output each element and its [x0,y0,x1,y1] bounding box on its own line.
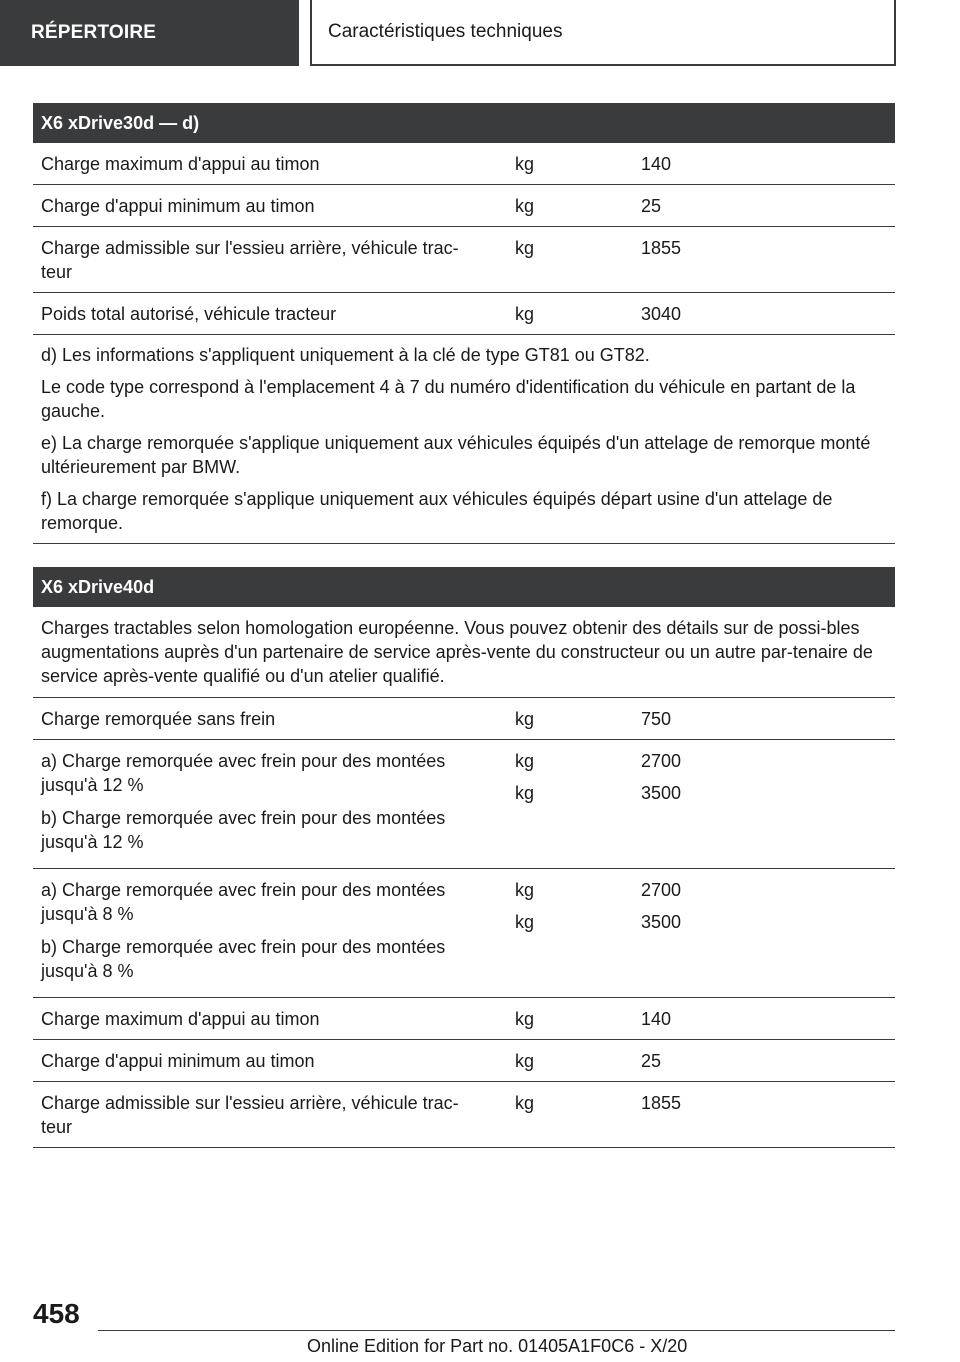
page-number: 458 [33,1298,80,1329]
footnote: d) Les informations s'appliquent uniquement à la clé de type GT81 ou GT82. [41,345,650,365]
row-unit: kg [515,196,535,216]
row-value: 1855 [641,1093,682,1113]
value-a: 2700 [641,751,682,771]
intro-text: Charges tractables selon homologation européenne. Vous pouvez obtenir des détails sur de possi-bles augmentations auprès d'un partenaire de service après-vente du constructeur ou un autre par-tenaire de service après-vente qualifié ou d'un atelier qualifié. [33,607,895,698]
table-row [33,143,895,185]
row-label [33,869,507,991]
table-row [33,1082,895,1148]
row-label: Charge d'appui minimum au timon [41,1051,315,1071]
footnote: e) La charge remorquée s'applique uniquement aux véhicules équipés d'un attelage de remorque monté ultérieurement par BMW. [41,433,871,477]
row-value: 140 [641,154,672,174]
row-label: Charge remorquée sans frein [41,709,276,729]
table-row [33,740,895,869]
row-label: Charge admissible sur l'essieu arrière, véhicule trac- teur [41,238,459,282]
unit-a: kg [515,751,535,771]
footnote: Le code type correspond à l'emplacement 4 à 7 du numéro d'identification du véhicule en partant de la gauche. [41,377,856,421]
row-value: 140 [641,1009,672,1029]
section-tab[interactable]: Caractéristiques techniques [310,0,896,66]
row-unit [507,869,633,991]
row-unit: kg [515,709,535,729]
row-unit: kg [515,304,535,324]
index-tab[interactable]: RÉPERTOIRE [0,0,299,66]
table-x6-xdrive40d [33,567,895,1148]
row-label: Poids total autorisé, véhicule tracteur [41,304,337,324]
row-value: 750 [641,709,672,729]
value-b: 3500 [641,912,682,932]
row-value [633,869,895,991]
row-label: Charge maximum d'appui au timon [41,154,320,174]
row-value: 3040 [641,304,682,324]
table-x6-xdrive30d [33,103,895,544]
label-a: a) Charge remorquée avec frein pour des montées jusqu'à 12 % [41,751,446,795]
row-unit: kg [515,1051,535,1071]
row-value: 25 [641,196,662,216]
row-unit: kg [515,238,535,258]
table-title: X6 xDrive40d [33,567,895,607]
table-title: X6 xDrive30d — d) [33,103,895,143]
footnotes [33,335,895,544]
row-unit: kg [515,154,535,174]
row-label: Charge d'appui minimum au timon [41,196,315,216]
table-row [33,869,895,998]
footer-divider [98,1330,895,1331]
row-unit: kg [515,1009,535,1029]
row-label: Charge admissible sur l'essieu arrière, véhicule trac- teur [41,1093,459,1137]
table-row [33,293,895,335]
table-row [33,698,895,740]
table-row [33,227,895,293]
row-label: Charge maximum d'appui au timon [41,1009,320,1029]
row-value: 1855 [641,238,682,258]
unit-a: kg [515,880,535,900]
row-value [633,740,895,862]
label-b: b) Charge remorquée avec frein pour des montées jusqu'à 12 % [41,808,446,852]
label-a: a) Charge remorquée avec frein pour des montées jusqu'à 8 % [41,880,446,924]
value-b: 3500 [641,783,682,803]
edition-note: Online Edition for Part no. 01405A1F0C6 - X/20 [307,1336,688,1356]
row-unit [507,740,633,862]
row-label [33,740,507,862]
table-row [33,185,895,227]
row-unit: kg [515,1093,535,1113]
value-a: 2700 [641,880,682,900]
unit-b: kg [515,912,535,932]
page-header [0,0,960,66]
footnote: f) La charge remorquée s'applique uniquement aux véhicules équipés départ usine d'un attelage de remorque. [41,489,833,533]
unit-b: kg [515,783,535,803]
table-row [33,998,895,1040]
label-b: b) Charge remorquée avec frein pour des montées jusqu'à 8 % [41,937,446,981]
table-row [33,1040,895,1082]
row-value: 25 [641,1051,662,1071]
